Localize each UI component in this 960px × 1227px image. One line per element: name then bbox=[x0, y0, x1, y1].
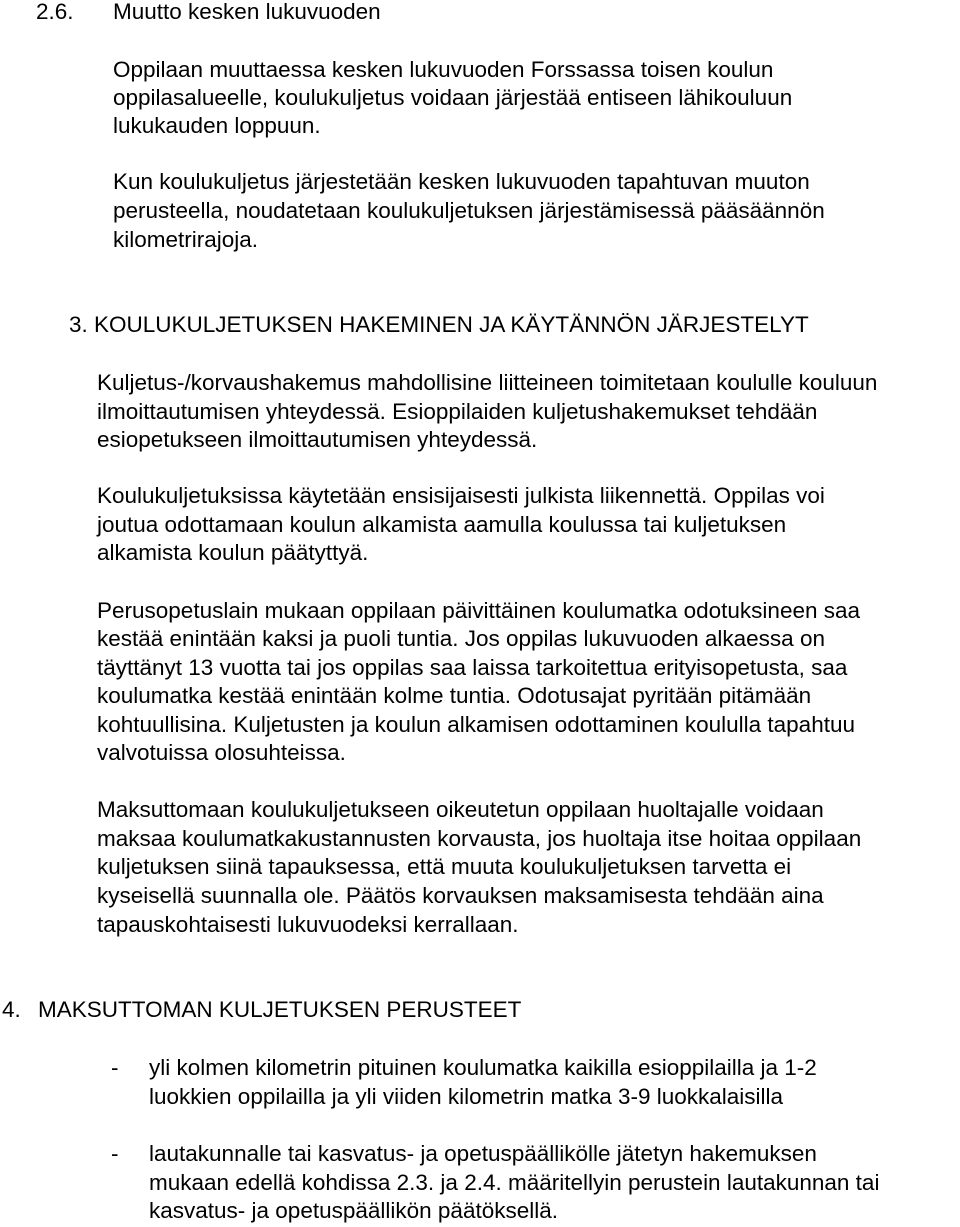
bullet-marker: - bbox=[111, 1055, 119, 1080]
paragraph-line: kuljetuksen siinä tapauksessa, että muuta koulukuljetuksen tarvetta ei bbox=[97, 854, 792, 879]
paragraph-line: valvotuissa olosuhteissa. bbox=[97, 740, 346, 765]
list-item-line: yli kolmen kilometrin pituinen koulumatka kaikilla esioppilailla ja 1-2 bbox=[149, 1055, 817, 1080]
paragraph-line: oppilasalueelle, koulukuljetus voidaan järjestää entiseen lähikouluun bbox=[113, 85, 793, 110]
paragraph-line: täyttänyt 13 vuotta tai jos oppilas saa laissa tarkoitettua erityisopetusta, saa bbox=[97, 655, 848, 680]
paragraph-line: tapauskohtaisesti lukuvuodeksi kerrallaan. bbox=[97, 912, 519, 937]
paragraph-line: Koulukuljetuksissa käytetään ensisijaisesti julkista liikennettä. Oppilas voi bbox=[97, 483, 825, 508]
paragraph-line: kyseisellä suunnalla ole. Päätös korvauksen maksamisesta tehdään aina bbox=[97, 883, 824, 908]
paragraph-line: Perusopetuslain mukaan oppilaan päivittäinen koulumatka odotuksineen saa bbox=[97, 598, 861, 623]
paragraph-line: lukukauden loppuun. bbox=[113, 113, 321, 138]
section-number: 2.6. bbox=[36, 0, 74, 24]
paragraph-line: kestää enintään kaksi ja puoli tuntia. Jos oppilas lukuvuoden alkaessa on bbox=[97, 626, 825, 651]
paragraph-line: koulumatka kestää enintään kolme tuntia. Odotusajat pyritään pitämään bbox=[97, 683, 812, 708]
section-title: MAKSUTTOMAN KULJETUKSEN PERUSTEET bbox=[38, 997, 522, 1022]
paragraph-line: esiopetukseen ilmoittautumisen yhteydessä. bbox=[97, 427, 538, 452]
paragraph-line: maksaa koulumatkakustannusten korvausta, jos huoltaja itse hoitaa oppilaan bbox=[97, 826, 862, 851]
paragraph-line: alkamista koulun päätyttyä. bbox=[97, 540, 369, 565]
paragraph-line: ilmoittautumisen yhteydessä. Esioppilaiden kuljetushakemukset tehdään bbox=[97, 399, 818, 424]
paragraph-line: Oppilaan muuttaessa kesken lukuvuoden Forssassa toisen koulun bbox=[113, 57, 774, 82]
paragraph-line: Kuljetus-/korvaushakemus mahdollisine liitteineen toimitetaan koululle kouluun bbox=[97, 370, 878, 395]
paragraph-line: Kun koulukuljetus järjestetään kesken lukuvuoden tapahtuvan muuton bbox=[113, 169, 810, 194]
paragraph-line: kohtuullisina. Kuljetusten ja koulun alkamisen odottaminen koululla tapahtuu bbox=[97, 712, 855, 737]
paragraph-line: kilometrirajoja. bbox=[113, 227, 259, 252]
section-title: Muutto kesken lukuvuoden bbox=[113, 0, 381, 24]
paragraph-line: joutua odottamaan koulun alkamista aamulla koulussa tai kuljetuksen bbox=[97, 512, 787, 537]
list-item-line: kasvatus- ja opetuspäällikön päätöksellä. bbox=[149, 1198, 558, 1223]
list-item-line: mukaan edellä kohdissa 2.3. ja 2.4. määritellyin perustein lautakunnan tai bbox=[149, 1170, 880, 1195]
section-heading: 3. KOULUKULJETUKSEN HAKEMINEN JA KÄYTÄNNÖN JÄRJESTELYT bbox=[69, 312, 809, 337]
paragraph-line: Maksuttomaan koulukuljetukseen oikeutetun oppilaan huoltajalle voidaan bbox=[97, 797, 824, 822]
paragraph-line: perusteella, noudatetaan koulukuljetuksen järjestämisessä pääsäännön bbox=[113, 198, 825, 223]
section-number: 4. bbox=[2, 997, 21, 1022]
list-item-line: luokkien oppilailla ja yli viiden kilometrin matka 3-9 luokkalaisilla bbox=[149, 1084, 784, 1109]
bullet-marker: - bbox=[111, 1141, 119, 1166]
list-item-line: lautakunnalle tai kasvatus- ja opetuspäällikölle jätetyn hakemuksen bbox=[149, 1141, 817, 1166]
